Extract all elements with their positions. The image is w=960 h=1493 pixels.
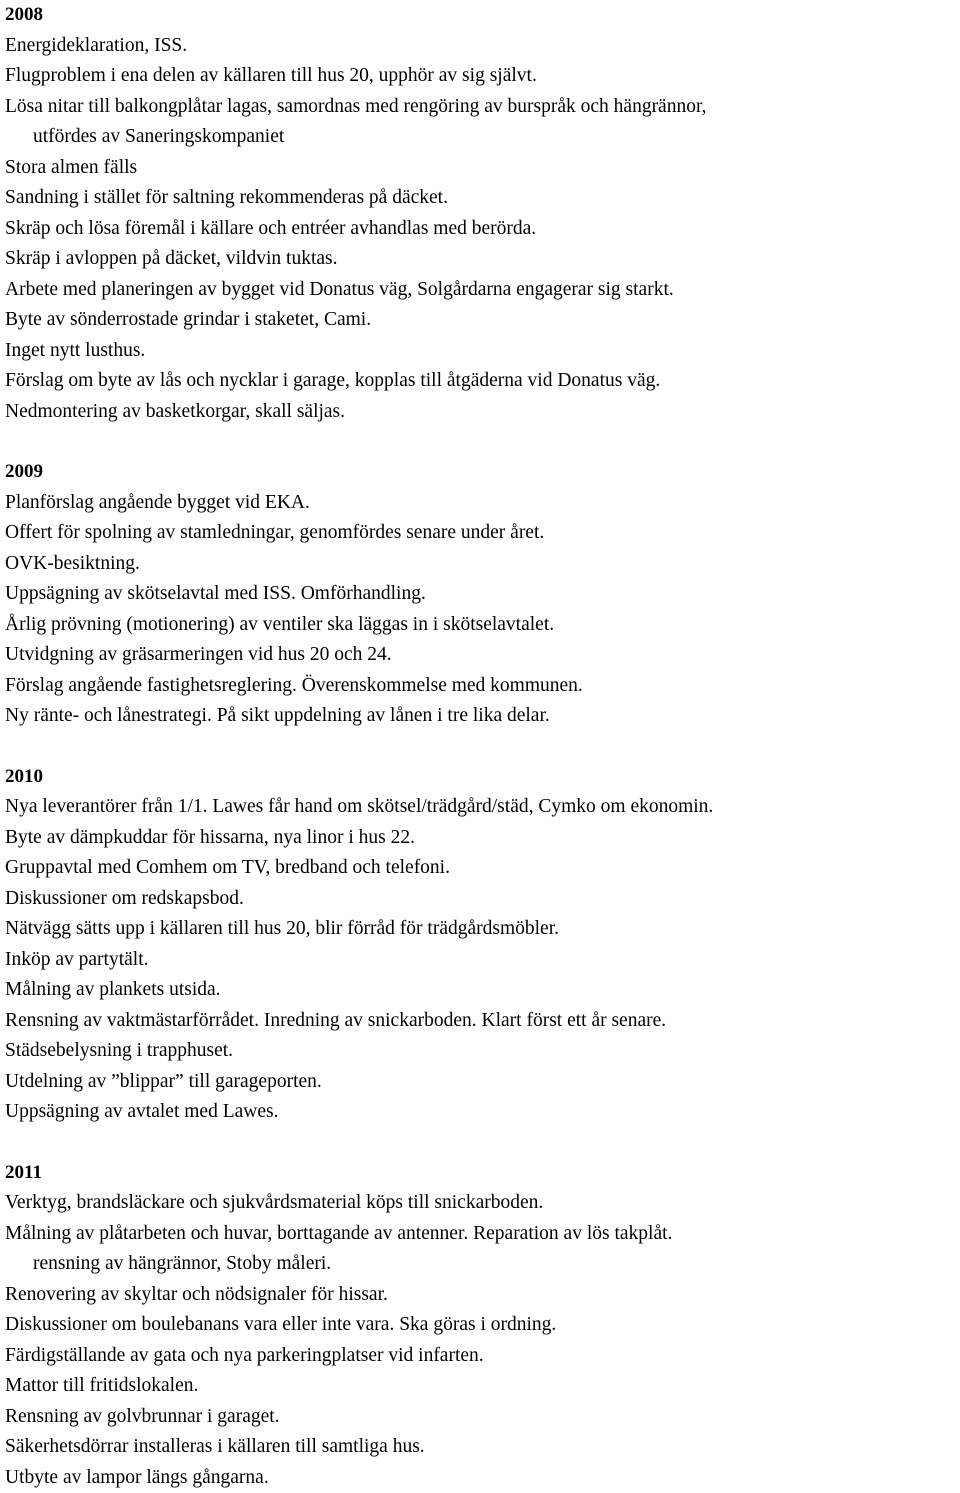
list-item: Färdigställande av gata och nya parkeringplatser vid infarten. xyxy=(5,1341,960,1372)
list-item: Förslag angående fastighetsreglering. Överenskommelse med kommunen. xyxy=(5,671,960,702)
list-item: Mattor till fritidslokalen. xyxy=(5,1371,960,1402)
year-heading: 2008 xyxy=(5,0,960,31)
year-heading: 2010 xyxy=(5,762,960,793)
list-item: Skräp och lösa föremål i källare och entréer avhandlas med berörda. xyxy=(5,214,960,245)
section-2011 xyxy=(5,1158,960,1493)
list-item: Sandning i stället för saltning rekommenderas på däcket. xyxy=(5,183,960,214)
list-item: Nedmontering av basketkorgar, skall säljas. xyxy=(5,397,960,428)
list-item: Uppsägning av avtalet med Lawes. xyxy=(5,1097,960,1128)
list-item: Renovering av skyltar och nödsignaler för hissar. xyxy=(5,1280,960,1311)
section-spacer xyxy=(5,427,960,457)
section-2010 xyxy=(5,762,960,1128)
list-item: Rensning av golvbrunnar i garaget. xyxy=(5,1402,960,1433)
list-item: Inget nytt lusthus. xyxy=(5,336,960,367)
list-item: Lösa nitar till balkongplåtar lagas, samordnas med rengöring av burspråk och hängrännor, xyxy=(5,92,960,123)
list-item: Rensning av vaktmästarförrådet. Inredning av snickarboden. Klart först ett år senare. xyxy=(5,1006,960,1037)
list-item: Arbete med planeringen av bygget vid Donatus väg, Solgårdarna engagerar sig starkt. xyxy=(5,275,960,306)
list-item: Nätvägg sätts upp i källaren till hus 20, blir förråd för trädgårdsmöbler. xyxy=(5,914,960,945)
list-item: Städsebelysning i trapphuset. xyxy=(5,1036,960,1067)
list-item: Målning av plåtarbeten och huvar, borttagande av antenner. Reparation av lös takplåt. xyxy=(5,1219,960,1250)
list-item: Byte av dämpkuddar för hissarna, nya linor i hus 22. xyxy=(5,823,960,854)
list-item: Stora almen fälls xyxy=(5,153,960,184)
list-item: Offert för spolning av stamledningar, genomfördes senare under året. xyxy=(5,518,960,549)
list-item: Diskussioner om redskapsbod. xyxy=(5,884,960,915)
list-item: Planförslag angående bygget vid EKA. xyxy=(5,488,960,519)
year-heading: 2009 xyxy=(5,457,960,488)
list-item: Årlig prövning (motionering) av ventiler ska läggas in i skötselavtalet. xyxy=(5,610,960,641)
list-item: Utvidgning av gräsarmeringen vid hus 20 och 24. xyxy=(5,640,960,671)
list-item: Inköp av partytält. xyxy=(5,945,960,976)
section-2009 xyxy=(5,457,960,732)
list-item: Flugproblem i ena delen av källaren till hus 20, upphör av sig självt. xyxy=(5,61,960,92)
document-body xyxy=(5,0,960,1493)
list-item: Säkerhetsdörrar installeras i källaren till samtliga hus. xyxy=(5,1432,960,1463)
section-spacer xyxy=(5,1128,960,1158)
section-2008 xyxy=(5,0,960,427)
list-item-continuation: utfördes av Saneringskompaniet xyxy=(5,122,960,153)
list-item: Ny ränte- och lånestrategi. På sikt uppdelning av lånen i tre lika delar. xyxy=(5,701,960,732)
list-item: Målning av plankets utsida. xyxy=(5,975,960,1006)
list-item: Byte av sönderrostade grindar i staketet, Cami. xyxy=(5,305,960,336)
list-item: Nya leverantörer från 1/1. Lawes får hand om skötsel/trädgård/städ, Cymko om ekonomin. xyxy=(5,792,960,823)
list-item: Utbyte av lampor längs gångarna. xyxy=(5,1463,960,1493)
list-item: Utdelning av ”blippar” till garageporten. xyxy=(5,1067,960,1098)
list-item: Verktyg, brandsläckare och sjukvårdsmaterial köps till snickarboden. xyxy=(5,1188,960,1219)
list-item: Uppsägning av skötselavtal med ISS. Omförhandling. xyxy=(5,579,960,610)
list-item: Skräp i avloppen på däcket, vildvin tuktas. xyxy=(5,244,960,275)
list-item: Energideklaration, ISS. xyxy=(5,31,960,62)
list-item: Förslag om byte av lås och nycklar i garage, kopplas till åtgäderna vid Donatus väg. xyxy=(5,366,960,397)
list-item-continuation: rensning av hängrännor, Stoby måleri. xyxy=(5,1249,960,1280)
list-item: Gruppavtal med Comhem om TV, bredband och telefoni. xyxy=(5,853,960,884)
list-item: Diskussioner om boulebanans vara eller inte vara. Ska göras i ordning. xyxy=(5,1310,960,1341)
section-spacer xyxy=(5,732,960,762)
list-item: OVK-besiktning. xyxy=(5,549,960,580)
year-heading: 2011 xyxy=(5,1158,960,1189)
